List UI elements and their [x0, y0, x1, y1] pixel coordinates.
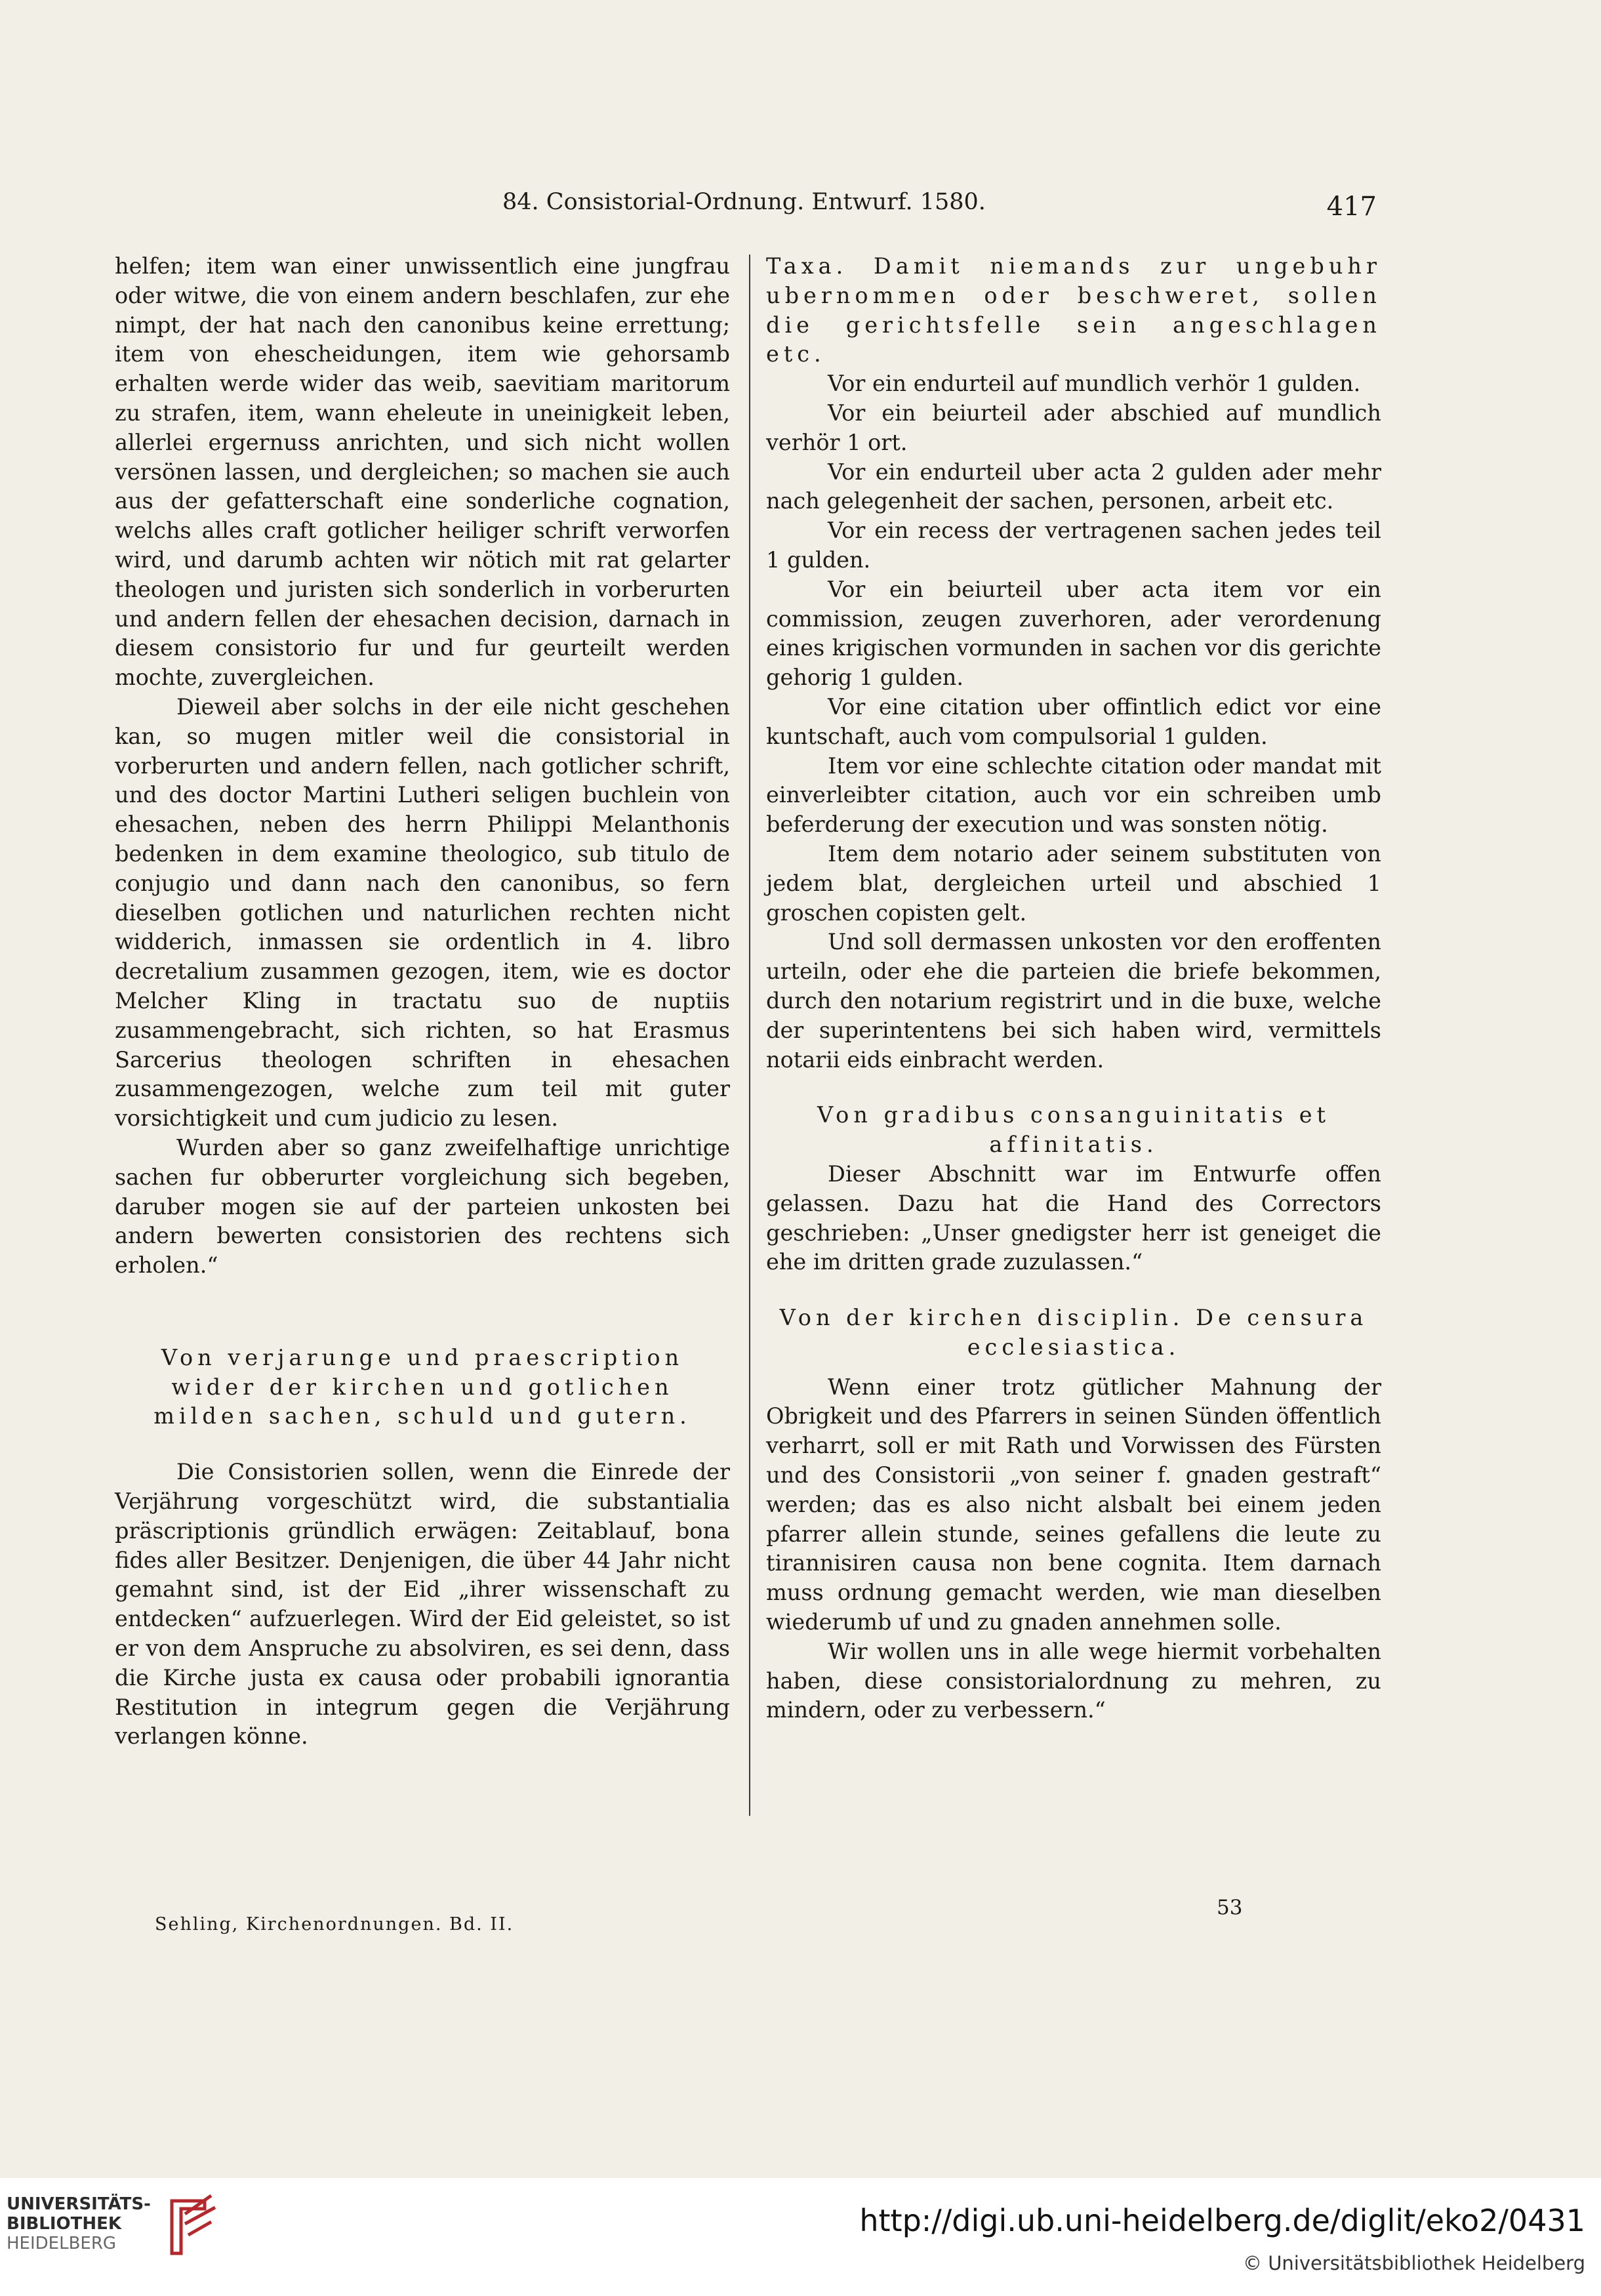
left-column [115, 252, 730, 1752]
section-heading-disciplin: Von der kirchen disciplin. De censura ecclesiastica. [779, 1305, 1368, 1360]
permalink-url[interactable]: http://digi.ub.uni-heidelberg.de/diglit/eko2/0431 [859, 2203, 1585, 2238]
taxa-item: Vor ein recess der vertragenen sachen jedes teil 1 gulden. [766, 518, 1381, 573]
right-column [766, 252, 1381, 1725]
section-heading-verjarunge: Von verjarunge und praescription wider der kirchen und gotlichen milden sachen, schuld und gutern. [153, 1344, 691, 1429]
sheet-number: 53 [1217, 1896, 1243, 1919]
taxa-item: Vor ein endurteil uber acta 2 gulden ader mehr nach gelegenheit der sachen, personen, arbeit etc. [766, 459, 1381, 514]
taxa-item: Item vor eine schlechte citation oder mandat mit einverleibter citation, auch vor ein schreiben umb beferderung der execution und was sonsten nötig. [766, 752, 1381, 838]
left-paragraph-2: Dieweil aber solchs in der eile nicht geschehen kan, so mugen mitler weil die consistorial in vorberurten und andern fellen, nach gotlicher schrift, und des doctor Martini Lutheri seligen buchlein von ehesachen, neben des herrn Philippi Melanthonis bedenken in dem examine theologico, sub titulo de conjugio und dann nach den canonibus, so fern dieselben gotlichen und naturlichen rechten nicht widderich, inmassen sie ordentlich in 4. libro decretalium zusammen gezogen, item, wie es doctor Melcher Kling in tractatu suo de nuptiis zusammengebracht, sich richten, so hat Erasmus Sarcerius theologen schriften in ehesachen zusammengezogen, welche zum teil mit guter vorsichtigkeit und cum judicio zu lesen. [115, 693, 730, 1132]
page-number: 417 [1326, 192, 1377, 222]
taxa-item: Item dem notario ader seinem substituten von jedem blat, dergleichen urteil und abschied 1 groschen copisten gelt. [766, 840, 1381, 926]
taxa-item: Und soll dermassen unkosten vor den eroffenten urteiln, oder ehe die parteien die briefe bekommen, durch den notarium registrirt und in die buxe, welche der superintentens bei sich haben wird, vermittels notarii eids einbracht werden. [766, 929, 1381, 1073]
gradibus-paragraph: Dieser Abschnitt war im Entwurfe offen gelassen. Dazu hat die Hand des Correctors geschrieben: „Unser gnedigster herr ist geneiget die ehe im dritten grade zuzulassen.“ [766, 1160, 1381, 1275]
section-heading-gradibus: Von gradibus consanguinitatis et affinitatis. [817, 1102, 1330, 1158]
taxa-item: Vor ein beiurteil uber acta item vor ein commission, zeugen zuverhoren, ader verordenung eines krigischen vormunden in sachen vor dis gerichte gehorig 1 gulden. [766, 576, 1381, 691]
disciplin-paragraph-2: Wir wollen uns in alle wege hiermit vorbehalten haben, diese consistorialordnung zu mehren, zu mindern, oder zu verbessern.“ [766, 1638, 1381, 1723]
taxa-item: Vor ein beiurteil ader abschied auf mundlich verhör 1 ort. [766, 400, 1381, 455]
taxa-paragraph: Taxa. Damit niemands zur ungebuhr ubernommen oder beschweret, sollen die gerichtsfelle sein angeschlagen etc. [766, 253, 1381, 367]
taxa-item: Vor ein endurteil auf mundlich verhör 1 gulden. [828, 371, 1361, 397]
copyright-notice: © Universitätsbibliothek Heidelberg [1242, 2252, 1585, 2274]
disciplin-paragraph-1: Wenn einer trotz gütlicher Mahnung der Obrigkeit und des Pfarrers in seinen Sünden öffentlich verharrt, soll er mit Rath und Vorwissen des Fürsten und des Consistorii „von seiner f. gnaden gestraft“ werden; das es also nicht alsbalt bei einem jeden pfarrer allein stunde, seines gefallens die leute zu tirannisiren causa non bene cognita. Item darnach muss ordnung gemacht werden, wie man dieselben wiederumb uf und zu gnaden annehmen solle. [766, 1374, 1381, 1635]
logo-text-line3: HEIDELBERG [7, 2234, 117, 2253]
library-emblem-icon [159, 2194, 218, 2260]
left-paragraph-1: helfen; item wan einer unwissentlich eine jungfrau oder witwe, die von einem andern beschlafen, zur ehe nimpt, der hat nach den canonibus keine errettung; item von ehescheidungen, item wie gehorsamb erhalten werde wider das weib, saevitiam maritorum zu strafen, item, wann eheleute in uneinigkeit leben, allerlei ergernuss anrichten, und sich nicht wollen versönen lassen, und dergleichen; so machen sie auch aus der gefatterschaft eine sonderliche cognation, welchs alles craft gotlicher heiliger schrift verworfen wird, und darumb achten wir nötich mit rat gelarter theologen und juristen sich sonderlich in vorberurten und andern fellen der ehesachen decision, darnach in diesem consistorio fur und fur geurteilt werden mochte, zuvergleichen. [115, 253, 730, 691]
running-title: 84. Consistorial-Ordnung. Entwurf. 1580. [502, 189, 986, 215]
logo-text-line2: BIBLIOTHEK [7, 2214, 122, 2234]
library-logo[interactable] [7, 2194, 256, 2273]
left-paragraph-3: Wurden aber so ganz zweifelhaftige unrichtige sachen fur obberurter vorgleichung sich begeben, daruber mogen sie auf der parteien unkosten bei andern bewerten consistorien des rechtens sich erholen.“ [115, 1134, 730, 1279]
left-paragraph-4: Die Consistorien sollen, wenn die Einrede der Verjährung vorgeschützt wird, die substantialia präscriptionis gründlich erwägen: Zeitablauf, bona fides aller Besitzer. Denjenigen, die über 44 Jahr nicht gemahnt sind, ist der Eid „ihrer wissenschaft zu entdecken“ aufzuerlegen. Wird der Eid geleistet, so ist er von dem Anspruche zu absolviren, es sei denn, dass die Kirche justa ex causa oder probabili ignorantia Restitution in integrum gegen die Verjährung verlangen könne. [115, 1459, 730, 1750]
column-divider [749, 255, 750, 1816]
logo-text-line1: UNIVERSITÄTS- [7, 2194, 151, 2214]
signature-line: Sehling, Kirchenordnungen. Bd. II. [155, 1914, 514, 1935]
taxa-item: Vor eine citation uber offintlich edict vor eine kuntschaft, auch vom compulsorial 1 gulden. [766, 693, 1381, 749]
